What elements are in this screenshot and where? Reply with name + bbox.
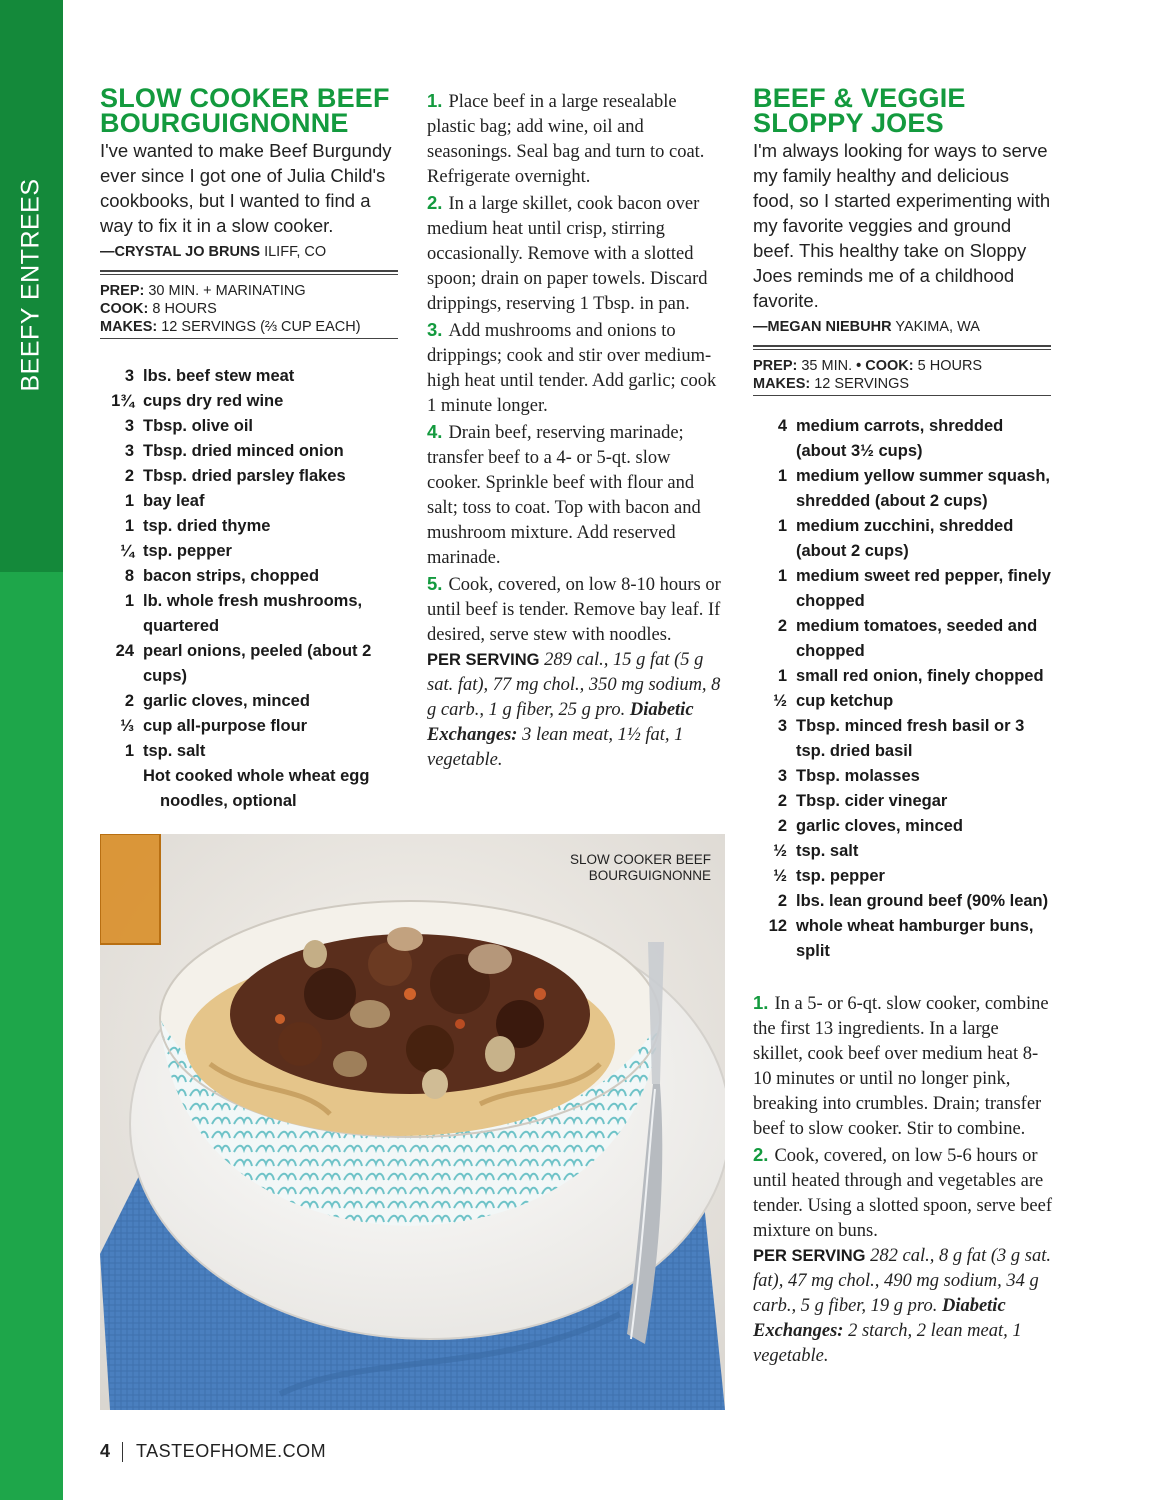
ingredient-qty: 1 [124,742,134,760]
ingredient-row [100,464,390,489]
recipe1-byline [100,243,400,261]
ingredient-row [753,689,1051,714]
sidebar-band-light [0,572,63,1500]
ingredient-row [100,689,390,714]
ingredient-qty: 24 [115,642,134,660]
ingredient-qty: 1 [777,567,787,585]
prep-value: 35 MIN. [801,358,853,374]
ingredient-qty: ½ [773,867,787,885]
makes-value: 12 SERVINGS (⅔ CUP EACH) [161,319,361,335]
ingredient-row [753,889,1051,914]
recipe1-title-line2: BOURGUIGNONNE [100,108,349,138]
ingredient-name: medium tomatoes, seeded and chopped [796,617,1038,660]
recipe2-prep-cook [753,357,1053,375]
cook-value: 5 HOURS [917,358,983,374]
nutrition-facts [753,1244,1053,1369]
ingredient-qty: 3 [777,767,787,785]
prep-value: 30 MIN. + MARINATING [148,283,306,299]
page-footer [100,1441,326,1462]
recipe1-meta-rule-top [100,270,398,275]
ingredient-name: tsp. dried thyme [143,517,271,535]
recipe2-byline [753,318,1053,336]
ingredient-qty: 4 [777,417,787,435]
step-number: 1. [753,992,769,1013]
ingredient-row [100,564,390,589]
ingredient-name: small red onion, finely chopped [796,667,1044,685]
direction-step [427,571,727,648]
ingredient-name: Tbsp. olive oil [143,417,254,435]
ingredient-name: Hot cooked whole wheat egg noodles, optional [143,767,370,810]
ingredient-qty: 1 [777,517,787,535]
ingredient-name: lbs. lean ground beef (90% lean) [796,892,1049,910]
ingredient-qty [100,764,134,814]
ingredient-name: tsp. pepper [143,542,232,560]
ingredient-qty: 3 [124,417,134,435]
prep-label: PREP: [100,283,145,299]
ingredient-qty: 3 [124,367,134,385]
direction-step [427,190,727,317]
ingredient-name: lb. whole fresh mushrooms, quartered [143,592,363,635]
ingredient-qty: 1 [124,592,134,610]
ingredient-qty: 3 [777,717,787,735]
ingredient-qty: 2 [124,467,134,485]
ingredient-qty: 2 [124,692,134,710]
ingredient-name: tsp. pepper [796,867,885,885]
ingredient-qty: 1 [777,467,787,485]
ingredient-qty: ½ [773,692,787,710]
ingredient-qty: 12 [768,917,787,935]
direction-step [753,1142,1053,1244]
ingredient-name: whole wheat hamburger buns, split [796,917,1034,960]
section-label: BEEFY ENTREES [16,178,45,392]
ingredient-row [100,389,390,414]
ingredient-row [753,514,1051,564]
ingredient-row [100,739,390,764]
ingredient-name: medium yellow summer squash, shredded (about 2 cups) [796,467,1050,510]
recipe2-title-line2: SLOPPY JOES [753,108,944,138]
recipe2-makes [753,375,1053,393]
step-number: 1. [427,90,443,111]
diabetic-exchanges-text: 3 lean meat, 1½ fat, 1 vegetable. [427,725,684,770]
ingredient-row [753,839,1051,864]
ingredient-row [100,439,390,464]
ingredient-row [100,764,390,814]
diabetic-exchanges-text: 2 starch, 2 lean meat, 1 vegetable. [753,1321,1022,1366]
ingredient-name: Tbsp. molasses [796,767,920,785]
direction-step [427,88,727,190]
ingredient-row [753,814,1051,839]
ingredient-row [753,664,1051,689]
ingredient-row [753,714,1051,764]
step-number: 2. [753,1144,769,1165]
recipe1-title [100,83,400,138]
ingredient-row [753,789,1051,814]
prep-label: PREP: [753,358,798,374]
step-number: 4. [427,421,443,442]
recipe2-title [753,83,1053,138]
recipe1-makes [100,318,400,336]
recipe2-meta-rule-bottom [753,395,1051,396]
nutrition-facts [427,648,727,773]
page-number: 4 [100,1441,111,1461]
ingredient-qty: 1 [124,492,134,510]
ingredient-name: garlic cloves, minced [796,817,963,835]
step-text: Add mushrooms and onions to drippings; cook and stir over medium-high heat until tender. Add garlic; cook 1 minute longer. [427,321,717,416]
footer-site: TASTEOFHOME.COM [136,1441,327,1461]
recipe2-byline-location: YAKIMA, WA [895,319,980,335]
ingredient-name: Tbsp. dried parsley flakes [143,467,346,485]
recipe-photo [100,834,725,1410]
ingredient-qty: 2 [777,792,787,810]
ingredient-name: cup ketchup [796,692,894,710]
ingredient-name: tsp. salt [796,842,859,860]
ingredient-qty: 2 [777,617,787,635]
ingredient-row [753,414,1051,464]
makes-label: MAKES: [100,319,158,335]
ingredient-row [753,464,1051,514]
ingredient-name: garlic cloves, minced [143,692,310,710]
per-serving-text: 289 cal., 15 g fat (5 g sat. fat), 77 mg chol., 350 mg sodium, 8 g carb., 1 g fiber, 25 g pro. [427,650,721,720]
cook-label: COOK: [100,301,149,317]
ingredient-qty: ⅓ [120,717,134,735]
ingredient-name: Tbsp. minced fresh basil or 3 tsp. dried basil [796,717,1025,760]
step-number: 2. [427,192,443,213]
ingredient-name: Tbsp. cider vinegar [796,792,948,810]
ingredient-row [100,414,390,439]
ingredient-row [100,589,390,639]
recipe1-title-line1: SLOW COOKER BEEF [100,83,390,113]
ingredient-name: medium sweet red pepper, finely chopped [796,567,1051,610]
recipe1-intro: I've wanted to make Beef Burgundy ever since I got one of Julia Child's cookbooks, but I wanted to find a way to fix it in a slow cooker. [100,140,392,236]
step-text: Cook, covered, on low 5-6 hours or until heated through and vegetables are tender. Using a slotted spoon, serve beef mixture on buns. [753,1146,1053,1241]
per-serving-label: PER SERVING [427,651,540,669]
ingredient-name: cup all-purpose flour [143,717,308,735]
recipe1-prep [100,282,400,300]
recipe2-byline-name: —MEGAN NIEBUHR [753,319,892,335]
ingredient-name: medium carrots, shredded (about 3½ cups) [796,417,1004,460]
ingredient-row [100,514,390,539]
ingredient-row [753,864,1051,889]
per-serving-text: 282 cal., 8 g fat (3 g sat. fat), 47 mg chol., 490 mg sodium, 34 g carb., 5 g fiber, 19 g pro. [753,1246,1051,1316]
ingredient-qty: 1 [777,667,787,685]
ingredient-name: tsp. salt [143,742,206,760]
ingredient-row [753,614,1051,664]
recipe1-cook [100,300,400,318]
ingredient-row [100,539,390,564]
ingredient-name: cups dry red wine [143,392,284,410]
ingredient-qty: 3 [124,442,134,460]
recipe2-meta-rule-top [753,345,1051,350]
recipe2-title-line1: BEEF & VEGGIE [753,83,966,113]
recipe1-meta [100,282,400,336]
meta-bullet: • [856,358,862,374]
cook-value: 8 HOURS [152,301,217,317]
diabetic-exchanges-label: Diabetic Exchanges: [753,1296,1006,1341]
cook-label: COOK: [865,358,914,374]
step-text: Cook, covered, on low 8-10 hours or until beef is tender. Remove bay leaf. If desired, serve stew with noodles. [427,575,721,645]
step-text: Drain beef, reserving marinade; transfer beef to a 4- or 5-qt. slow cooker. Sprinkle beef with flour and salt; toss to coat. Top with bacon and mushroom mixture. Add reserved marinade. [427,423,701,568]
recipe1-meta-rule-bottom [100,338,398,339]
direction-step [753,990,1053,1142]
makes-value: 12 SERVINGS [814,376,910,392]
ingredient-name: bay leaf [143,492,205,510]
ingredient-row [753,914,1051,964]
makes-label: MAKES: [753,376,811,392]
ingredient-name: lbs. beef stew meat [143,367,295,385]
diabetic-exchanges-label: Diabetic Exchanges: [427,700,694,745]
ingredient-qty: 8 [124,567,134,585]
ingredient-name: pearl onions, peeled (about 2 cups) [143,642,372,685]
ingredient-name: bacon strips, chopped [143,567,320,585]
ingredient-qty: ½ [773,842,787,860]
recipe1-directions [427,88,727,773]
ingredient-name: medium zucchini, shredded (about 2 cups) [796,517,1014,560]
step-text: In a large skillet, cook bacon over medium heat until crisp, stirring occasionally. Remove with a slotted spoon; drain on paper towels. Discard drippings, reserving 1 Tbsp. in pan. [427,194,708,314]
recipe2-intro: I'm always looking for ways to serve my family healthy and delicious food, so I started experimenting with my favorite veggies and ground beef. This healthy take on Sloppy Joes reminds me of a childhood favorite. [753,140,1051,311]
ingredient-row [100,364,390,389]
photo-caption-line1: SLOW COOKER BEEF [569,852,711,867]
recipe2-ingredient-list [753,414,1051,964]
ingredient-row [753,564,1051,614]
ingredient-name: Tbsp. dried minced onion [143,442,344,460]
photo-caption-line2: BOURGUIGNONNE [588,868,711,883]
direction-step [427,317,727,419]
ingredient-qty: 1 [124,517,134,535]
ingredient-row [100,714,390,739]
food-photo-illustration [100,834,725,1410]
recipe1-byline-name: —CRYSTAL JO BRUNS [100,244,261,260]
recipe2-meta [753,357,1053,393]
recipe1-ingredient-list [100,364,390,814]
ingredient-qty: 2 [777,892,787,910]
direction-step [427,419,727,571]
recipe2-directions [753,990,1053,1369]
ingredient-row [753,764,1051,789]
ingredient-row [100,489,390,514]
footer-divider [122,1442,123,1462]
step-text: In a 5- or 6-qt. slow cooker, combine the first 13 ingredients. In a large skillet, cook beef over medium heat 8-10 minutes or until no longer pink, breaking into crumbles. Drain; transfer beef to slow cooker. Stir to combine. [753,994,1049,1139]
recipe1-byline-location: ILIFF, CO [264,244,327,260]
step-number: 5. [427,573,443,594]
ingredient-qty: 2 [777,817,787,835]
step-number: 3. [427,319,443,340]
ingredient-row [100,639,390,689]
photo-caption [570,852,711,884]
ingredient-qty: ¼ [120,542,134,560]
ingredient-qty: 1¾ [111,392,134,410]
per-serving-label: PER SERVING [753,1247,866,1265]
step-text: Place beef in a large resealable plastic bag; add wine, oil and seasonings. Seal bag and turn to coat. Refrigerate overnight. [427,92,705,187]
